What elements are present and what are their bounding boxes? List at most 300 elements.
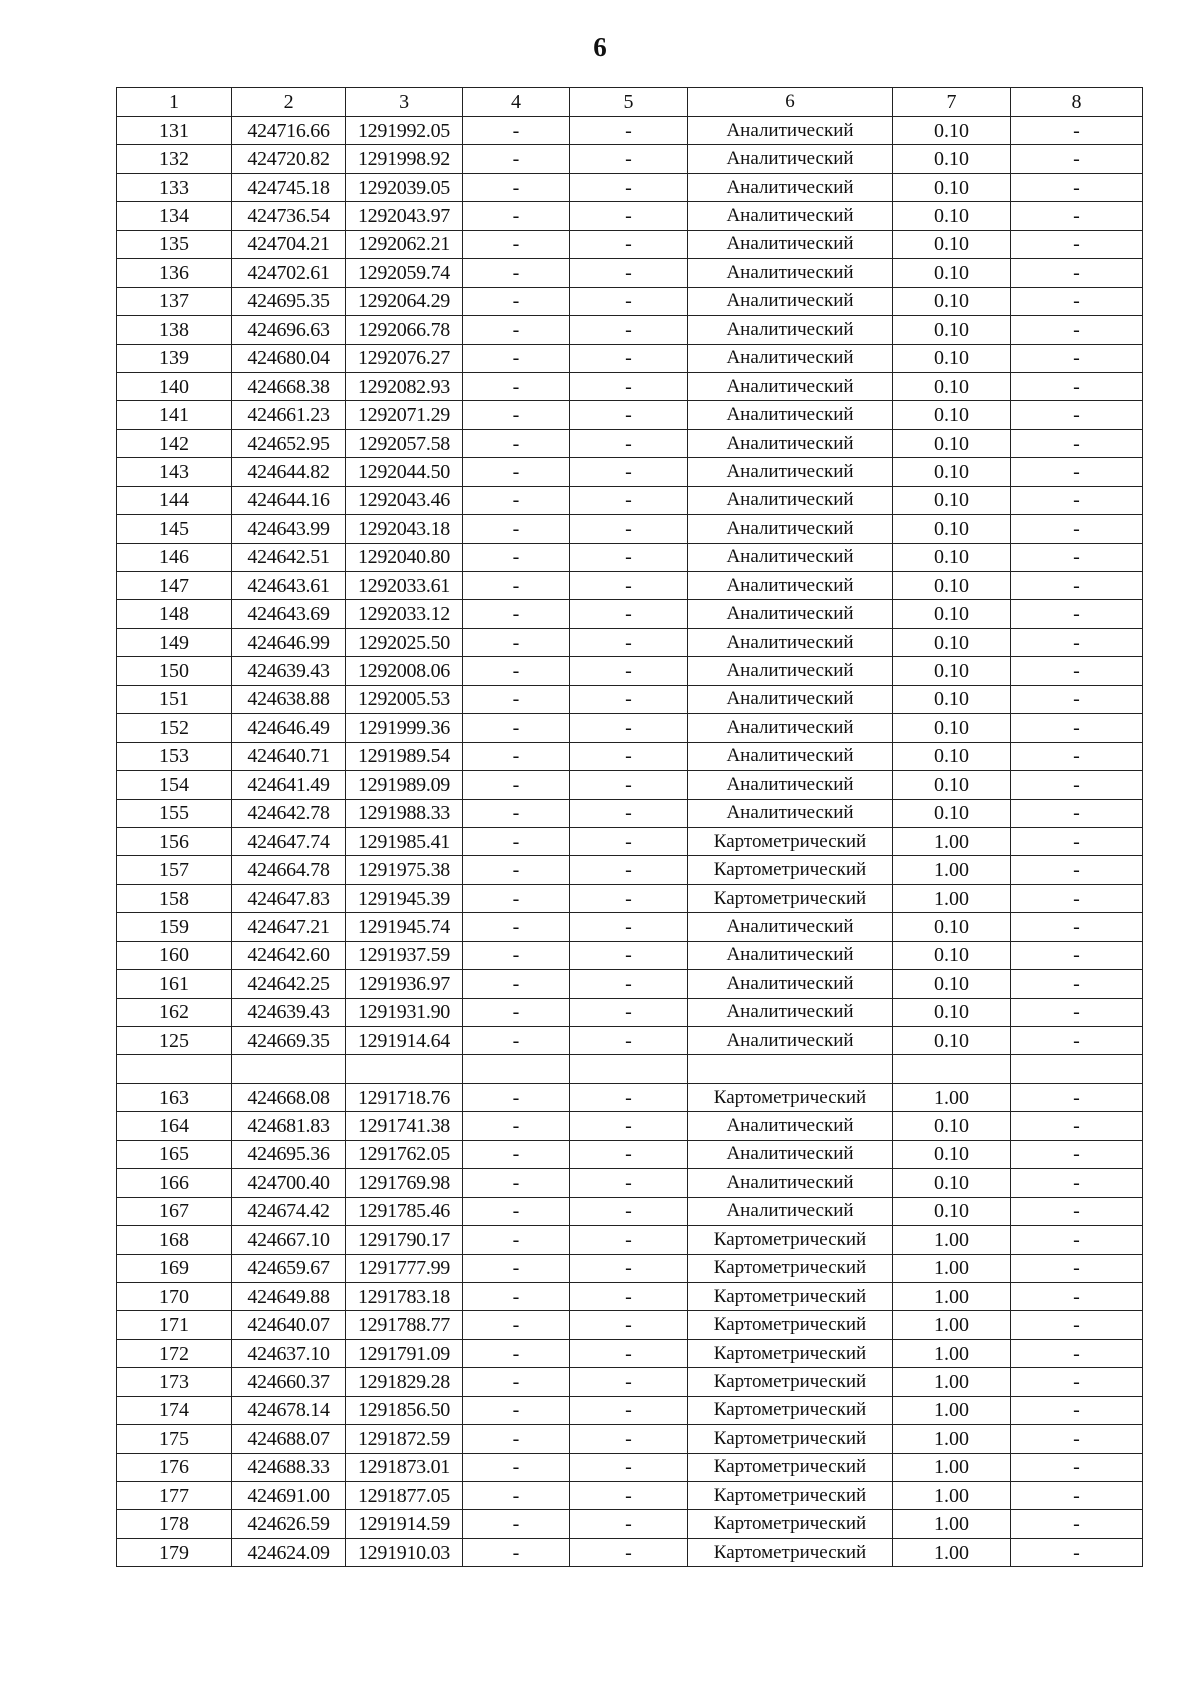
- y-coordinate-cell: 1292033.61: [346, 572, 463, 600]
- column-4-cell: -: [463, 145, 570, 173]
- x-coordinate-cell: 424695.35: [232, 287, 346, 315]
- column-4-cell: -: [463, 1311, 570, 1339]
- table-row: [117, 1368, 1143, 1396]
- column-4-cell: -: [463, 117, 570, 145]
- column-5-cell: -: [570, 771, 688, 799]
- column-4-cell: -: [463, 628, 570, 656]
- column-8-cell: -: [1011, 458, 1143, 486]
- y-coordinate-cell: 1292033.12: [346, 600, 463, 628]
- point-number-cell: 168: [117, 1226, 232, 1254]
- column-5-cell: -: [570, 827, 688, 855]
- accuracy-cell: 1.00: [893, 1453, 1011, 1481]
- column-8-cell: -: [1011, 1538, 1143, 1566]
- x-coordinate-cell: 424647.83: [232, 884, 346, 912]
- method-cell: Аналитический: [688, 429, 893, 457]
- method-cell: Аналитический: [688, 117, 893, 145]
- method-cell: Аналитический: [688, 1112, 893, 1140]
- point-number-cell: 172: [117, 1339, 232, 1367]
- point-number-cell: 137: [117, 287, 232, 315]
- x-coordinate-cell: 424681.83: [232, 1112, 346, 1140]
- column-5-cell: -: [570, 1112, 688, 1140]
- coordinates-table: [116, 87, 1143, 1567]
- table-row: [117, 543, 1143, 571]
- method-cell: Картометрический: [688, 1226, 893, 1254]
- column-header-8: 8: [1011, 88, 1143, 117]
- point-number-cell: 177: [117, 1482, 232, 1510]
- method-cell: Аналитический: [688, 486, 893, 514]
- x-coordinate-cell: 424716.66: [232, 117, 346, 145]
- accuracy-cell: 0.10: [893, 628, 1011, 656]
- table-row: [117, 884, 1143, 912]
- table-row: [117, 1254, 1143, 1282]
- x-coordinate-cell: 424640.71: [232, 742, 346, 770]
- method-cell: Аналитический: [688, 259, 893, 287]
- point-number-cell: 167: [117, 1197, 232, 1225]
- column-8-cell: -: [1011, 145, 1143, 173]
- accuracy-cell: 0.10: [893, 401, 1011, 429]
- method-cell: Аналитический: [688, 1197, 893, 1225]
- y-coordinate-cell: 1291931.90: [346, 998, 463, 1026]
- table-row: [117, 799, 1143, 827]
- method-cell: Аналитический: [688, 1169, 893, 1197]
- accuracy-cell: 0.10: [893, 486, 1011, 514]
- column-5-cell: -: [570, 714, 688, 742]
- column-4-cell: -: [463, 401, 570, 429]
- table-row: [117, 970, 1143, 998]
- table-row: [117, 1425, 1143, 1453]
- point-number-cell: 170: [117, 1282, 232, 1310]
- method-cell: Картометрический: [688, 1368, 893, 1396]
- method-cell: Аналитический: [688, 600, 893, 628]
- accuracy-cell: 0.10: [893, 173, 1011, 201]
- x-coordinate-cell: 424696.63: [232, 316, 346, 344]
- column-5-cell: -: [570, 117, 688, 145]
- y-coordinate-cell: 1291989.09: [346, 771, 463, 799]
- table-row: [117, 1027, 1143, 1055]
- column-4-cell: -: [463, 1083, 570, 1111]
- accuracy-cell: 0.10: [893, 799, 1011, 827]
- column-4-cell: -: [463, 429, 570, 457]
- accuracy-cell: 1.00: [893, 1396, 1011, 1424]
- y-coordinate-cell: 1292044.50: [346, 458, 463, 486]
- y-coordinate-cell: 1292066.78: [346, 316, 463, 344]
- column-5-cell: -: [570, 316, 688, 344]
- x-coordinate-cell: 424642.25: [232, 970, 346, 998]
- x-coordinate-cell: 424640.07: [232, 1311, 346, 1339]
- method-cell: Картометрический: [688, 1254, 893, 1282]
- column-5-cell: -: [570, 230, 688, 258]
- column-5-cell: -: [570, 970, 688, 998]
- column-5-cell: -: [570, 173, 688, 201]
- point-number-cell: 133: [117, 173, 232, 201]
- table-row: [117, 1538, 1143, 1566]
- column-8-cell: -: [1011, 1197, 1143, 1225]
- method-cell: Аналитический: [688, 458, 893, 486]
- point-number-cell: 154: [117, 771, 232, 799]
- y-coordinate-cell: 1292057.58: [346, 429, 463, 457]
- column-5-cell: -: [570, 685, 688, 713]
- y-coordinate-cell: 1291945.74: [346, 913, 463, 941]
- column-8-cell: -: [1011, 856, 1143, 884]
- column-8-cell: -: [1011, 1396, 1143, 1424]
- accuracy-cell: 1.00: [893, 1083, 1011, 1111]
- column-4-cell: -: [463, 1140, 570, 1168]
- point-number-cell: 159: [117, 913, 232, 941]
- x-coordinate-cell: 424642.51: [232, 543, 346, 571]
- x-coordinate-cell: 424641.49: [232, 771, 346, 799]
- method-cell: Картометрический: [688, 1311, 893, 1339]
- column-4-cell: [463, 1055, 570, 1083]
- accuracy-cell: 0.10: [893, 600, 1011, 628]
- column-5-cell: -: [570, 742, 688, 770]
- column-4-cell: -: [463, 1027, 570, 1055]
- accuracy-cell: 0.10: [893, 998, 1011, 1026]
- column-5-cell: -: [570, 1027, 688, 1055]
- accuracy-cell: 0.10: [893, 259, 1011, 287]
- column-5-cell: -: [570, 259, 688, 287]
- point-number-cell: [117, 1055, 232, 1083]
- point-number-cell: 164: [117, 1112, 232, 1140]
- column-4-cell: -: [463, 913, 570, 941]
- accuracy-cell: 0.10: [893, 970, 1011, 998]
- column-5-cell: -: [570, 344, 688, 372]
- accuracy-cell: 1.00: [893, 856, 1011, 884]
- method-cell: Аналитический: [688, 913, 893, 941]
- column-8-cell: -: [1011, 1140, 1143, 1168]
- column-8-cell: -: [1011, 259, 1143, 287]
- point-number-cell: 138: [117, 316, 232, 344]
- accuracy-cell: 0.10: [893, 685, 1011, 713]
- column-5-cell: -: [570, 429, 688, 457]
- x-coordinate-cell: 424702.61: [232, 259, 346, 287]
- column-4-cell: -: [463, 884, 570, 912]
- accuracy-cell: 0.10: [893, 458, 1011, 486]
- y-coordinate-cell: 1291873.01: [346, 1453, 463, 1481]
- column-4-cell: -: [463, 1396, 570, 1424]
- column-8-cell: -: [1011, 173, 1143, 201]
- method-cell: Аналитический: [688, 287, 893, 315]
- accuracy-cell: 0.10: [893, 742, 1011, 770]
- table-row: [117, 316, 1143, 344]
- column-4-cell: -: [463, 1169, 570, 1197]
- table-row: [117, 714, 1143, 742]
- method-cell: Аналитический: [688, 543, 893, 571]
- point-number-cell: 169: [117, 1254, 232, 1282]
- method-cell: Аналитический: [688, 372, 893, 400]
- column-8-cell: -: [1011, 572, 1143, 600]
- table-header-row: [117, 88, 1143, 117]
- y-coordinate-cell: 1291945.39: [346, 884, 463, 912]
- table-row: [117, 1396, 1143, 1424]
- column-4-cell: -: [463, 1254, 570, 1282]
- column-8-cell: -: [1011, 1282, 1143, 1310]
- x-coordinate-cell: 424644.82: [232, 458, 346, 486]
- table-row: [117, 1169, 1143, 1197]
- accuracy-cell: 1.00: [893, 1254, 1011, 1282]
- method-cell: Аналитический: [688, 316, 893, 344]
- accuracy-cell: 1.00: [893, 1368, 1011, 1396]
- y-coordinate-cell: 1291910.03: [346, 1538, 463, 1566]
- column-8-cell: -: [1011, 117, 1143, 145]
- column-4-cell: -: [463, 827, 570, 855]
- point-number-cell: 148: [117, 600, 232, 628]
- point-number-cell: 163: [117, 1083, 232, 1111]
- column-8-cell: -: [1011, 543, 1143, 571]
- method-cell: Аналитический: [688, 628, 893, 656]
- table-row: [117, 458, 1143, 486]
- x-coordinate-cell: 424626.59: [232, 1510, 346, 1538]
- table-row: [117, 344, 1143, 372]
- table-row: [117, 287, 1143, 315]
- y-coordinate-cell: 1291988.33: [346, 799, 463, 827]
- column-5-cell: -: [570, 1197, 688, 1225]
- y-coordinate-cell: 1291762.05: [346, 1140, 463, 1168]
- y-coordinate-cell: 1292043.46: [346, 486, 463, 514]
- column-5-cell: -: [570, 998, 688, 1026]
- column-5-cell: -: [570, 486, 688, 514]
- y-coordinate-cell: 1291718.76: [346, 1083, 463, 1111]
- column-8-cell: -: [1011, 230, 1143, 258]
- method-cell: Аналитический: [688, 401, 893, 429]
- column-8-cell: -: [1011, 884, 1143, 912]
- point-number-cell: 145: [117, 515, 232, 543]
- table-row: [117, 827, 1143, 855]
- y-coordinate-cell: 1291785.46: [346, 1197, 463, 1225]
- column-4-cell: -: [463, 1112, 570, 1140]
- method-cell: Картометрический: [688, 884, 893, 912]
- y-coordinate-cell: 1291914.64: [346, 1027, 463, 1055]
- table-row: [117, 1453, 1143, 1481]
- x-coordinate-cell: 424695.36: [232, 1140, 346, 1168]
- accuracy-cell: 0.10: [893, 515, 1011, 543]
- column-8-cell: -: [1011, 1112, 1143, 1140]
- table-row: [117, 1282, 1143, 1310]
- table-row: [117, 600, 1143, 628]
- x-coordinate-cell: 424745.18: [232, 173, 346, 201]
- column-4-cell: -: [463, 714, 570, 742]
- y-coordinate-cell: 1291998.92: [346, 145, 463, 173]
- table-row: [117, 856, 1143, 884]
- column-8-cell: -: [1011, 1482, 1143, 1510]
- column-4-cell: -: [463, 515, 570, 543]
- y-coordinate-cell: 1291999.36: [346, 714, 463, 742]
- y-coordinate-cell: 1292039.05: [346, 173, 463, 201]
- column-4-cell: -: [463, 657, 570, 685]
- y-coordinate-cell: 1292071.29: [346, 401, 463, 429]
- accuracy-cell: 0.10: [893, 372, 1011, 400]
- column-5-cell: -: [570, 1396, 688, 1424]
- column-header-7: 7: [893, 88, 1011, 117]
- column-header-6: 6: [688, 88, 893, 117]
- accuracy-cell: 0.10: [893, 1169, 1011, 1197]
- column-8-cell: -: [1011, 1453, 1143, 1481]
- method-cell: Аналитический: [688, 1027, 893, 1055]
- column-5-cell: -: [570, 1368, 688, 1396]
- point-number-cell: 143: [117, 458, 232, 486]
- point-number-cell: 140: [117, 372, 232, 400]
- point-number-cell: 147: [117, 572, 232, 600]
- column-4-cell: -: [463, 1510, 570, 1538]
- column-4-cell: -: [463, 572, 570, 600]
- column-8-cell: -: [1011, 941, 1143, 969]
- y-coordinate-cell: 1291783.18: [346, 1282, 463, 1310]
- y-coordinate-cell: 1292025.50: [346, 628, 463, 656]
- y-coordinate-cell: 1292076.27: [346, 344, 463, 372]
- column-header-1: 1: [117, 88, 232, 117]
- column-4-cell: -: [463, 1368, 570, 1396]
- x-coordinate-cell: 424661.23: [232, 401, 346, 429]
- table-row: [117, 685, 1143, 713]
- method-cell: Картометрический: [688, 856, 893, 884]
- table-row: [117, 1083, 1143, 1111]
- method-cell: Картометрический: [688, 1482, 893, 1510]
- y-coordinate-cell: 1292008.06: [346, 657, 463, 685]
- column-5-cell: -: [570, 1339, 688, 1367]
- method-cell: Картометрический: [688, 1425, 893, 1453]
- column-8-cell: -: [1011, 970, 1143, 998]
- table-row: [117, 202, 1143, 230]
- column-8-cell: -: [1011, 827, 1143, 855]
- point-number-cell: 141: [117, 401, 232, 429]
- table-row: [117, 1339, 1143, 1367]
- column-4-cell: -: [463, 202, 570, 230]
- column-header-4: 4: [463, 88, 570, 117]
- page-number: 6: [593, 32, 607, 62]
- column-header-5: 5: [570, 88, 688, 117]
- point-number-cell: 161: [117, 970, 232, 998]
- y-coordinate-cell: 1291741.38: [346, 1112, 463, 1140]
- accuracy-cell: 0.10: [893, 1027, 1011, 1055]
- column-5-cell: -: [570, 628, 688, 656]
- method-cell: Аналитический: [688, 1140, 893, 1168]
- table-row: [117, 657, 1143, 685]
- column-5-cell: -: [570, 600, 688, 628]
- point-number-cell: 135: [117, 230, 232, 258]
- x-coordinate-cell: 424674.42: [232, 1197, 346, 1225]
- column-4-cell: -: [463, 1482, 570, 1510]
- x-coordinate-cell: 424647.74: [232, 827, 346, 855]
- table-row: [117, 429, 1143, 457]
- column-8-cell: -: [1011, 771, 1143, 799]
- x-coordinate-cell: 424646.99: [232, 628, 346, 656]
- point-number-cell: 131: [117, 117, 232, 145]
- method-cell: Картометрический: [688, 1282, 893, 1310]
- column-4-cell: -: [463, 742, 570, 770]
- point-number-cell: 156: [117, 827, 232, 855]
- accuracy-cell: 0.10: [893, 657, 1011, 685]
- table-row: [117, 1140, 1143, 1168]
- x-coordinate-cell: 424638.88: [232, 685, 346, 713]
- method-cell: Аналитический: [688, 714, 893, 742]
- column-8-cell: -: [1011, 913, 1143, 941]
- column-8-cell: -: [1011, 1368, 1143, 1396]
- method-cell: Картометрический: [688, 1083, 893, 1111]
- column-4-cell: -: [463, 486, 570, 514]
- column-4-cell: -: [463, 856, 570, 884]
- column-4-cell: -: [463, 1453, 570, 1481]
- column-8-cell: -: [1011, 287, 1143, 315]
- column-5-cell: -: [570, 372, 688, 400]
- point-number-cell: 173: [117, 1368, 232, 1396]
- column-8-cell: -: [1011, 1226, 1143, 1254]
- column-4-cell: -: [463, 685, 570, 713]
- column-5-cell: -: [570, 657, 688, 685]
- column-8-cell: -: [1011, 1510, 1143, 1538]
- table-row: [117, 1226, 1143, 1254]
- accuracy-cell: 1.00: [893, 1339, 1011, 1367]
- column-5-cell: -: [570, 1282, 688, 1310]
- column-8-cell: -: [1011, 1027, 1143, 1055]
- y-coordinate-cell: 1292005.53: [346, 685, 463, 713]
- column-4-cell: -: [463, 230, 570, 258]
- x-coordinate-cell: 424643.61: [232, 572, 346, 600]
- column-5-cell: -: [570, 543, 688, 571]
- column-4-cell: -: [463, 1282, 570, 1310]
- x-coordinate-cell: 424736.54: [232, 202, 346, 230]
- method-cell: Картометрический: [688, 1510, 893, 1538]
- column-5-cell: -: [570, 1140, 688, 1168]
- y-coordinate-cell: 1292082.93: [346, 372, 463, 400]
- column-5-cell: -: [570, 1425, 688, 1453]
- y-coordinate-cell: 1291790.17: [346, 1226, 463, 1254]
- point-number-cell: 139: [117, 344, 232, 372]
- method-cell: Аналитический: [688, 145, 893, 173]
- point-number-cell: 142: [117, 429, 232, 457]
- column-8-cell: -: [1011, 1254, 1143, 1282]
- column-8-cell: -: [1011, 628, 1143, 656]
- column-5-cell: -: [570, 515, 688, 543]
- point-number-cell: 146: [117, 543, 232, 571]
- x-coordinate-cell: 424720.82: [232, 145, 346, 173]
- accuracy-cell: 0.10: [893, 543, 1011, 571]
- x-coordinate-cell: 424704.21: [232, 230, 346, 258]
- column-4-cell: -: [463, 259, 570, 287]
- column-header-2: 2: [232, 88, 346, 117]
- y-coordinate-cell: 1292059.74: [346, 259, 463, 287]
- column-5-cell: -: [570, 1510, 688, 1538]
- point-number-cell: 149: [117, 628, 232, 656]
- accuracy-cell: 0.10: [893, 941, 1011, 969]
- x-coordinate-cell: 424649.88: [232, 1282, 346, 1310]
- accuracy-cell: 0.10: [893, 1197, 1011, 1225]
- x-coordinate-cell: 424624.09: [232, 1538, 346, 1566]
- method-cell: Аналитический: [688, 799, 893, 827]
- column-5-cell: -: [570, 799, 688, 827]
- accuracy-cell: 0.10: [893, 1112, 1011, 1140]
- table-row: [117, 1482, 1143, 1510]
- point-number-cell: 134: [117, 202, 232, 230]
- column-8-cell: -: [1011, 1311, 1143, 1339]
- table-row: [117, 941, 1143, 969]
- column-8-cell: -: [1011, 742, 1143, 770]
- y-coordinate-cell: [346, 1055, 463, 1083]
- accuracy-cell: 1.00: [893, 1282, 1011, 1310]
- accuracy-cell: 1.00: [893, 1538, 1011, 1566]
- x-coordinate-cell: 424652.95: [232, 429, 346, 457]
- column-4-cell: -: [463, 287, 570, 315]
- x-coordinate-cell: 424668.08: [232, 1083, 346, 1111]
- column-8-cell: -: [1011, 515, 1143, 543]
- column-5-cell: -: [570, 1311, 688, 1339]
- accuracy-cell: 0.10: [893, 1140, 1011, 1168]
- method-cell: Аналитический: [688, 941, 893, 969]
- column-5-cell: -: [570, 458, 688, 486]
- table-row: [117, 230, 1143, 258]
- column-8-cell: -: [1011, 429, 1143, 457]
- x-coordinate-cell: 424639.43: [232, 657, 346, 685]
- table-row: [117, 1197, 1143, 1225]
- x-coordinate-cell: 424647.21: [232, 913, 346, 941]
